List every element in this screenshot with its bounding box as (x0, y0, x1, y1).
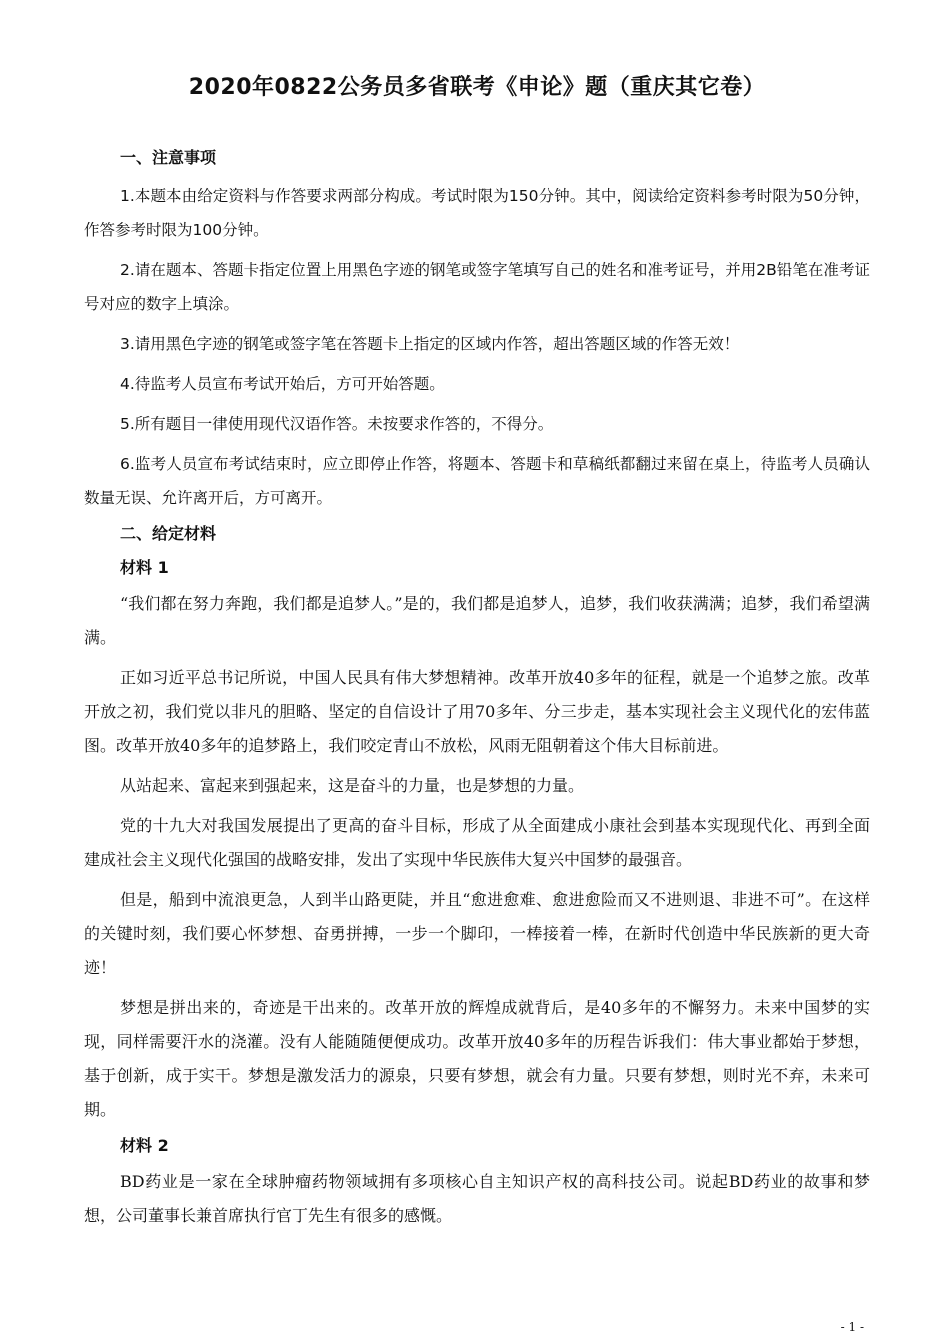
section-heading-materials: 二、给定材料 (120, 524, 217, 543)
page-number: - 1 - (840, 1320, 864, 1334)
material-1-paragraph: 党的十九大对我国发展提出了更高的奋斗目标，形成了从全面建成小康社会到基本实现现代化、再到全面建成社会主义现代化强国的战略安排，发出了实现中华民族伟大复兴中国梦的最强音。 (84, 816, 870, 869)
material-1-paragraph: 从站起来、富起来到强起来，这是奋斗的力量，也是梦想的力量。 (120, 776, 585, 795)
notice-item-2: 2.请在题本、答题卡指定位置上用黑色字迹的钢笔或签字笔填写自己的姓名和准考证号，并用2B铅笔在准考证号对应的数字上填涂。 (84, 261, 870, 313)
page-title: 2020年0822公务员多省联考《申论》题（重庆其它卷） (188, 75, 766, 100)
material-1 (84, 555, 870, 1127)
material-1-paragraph: 正如习近平总书记所说，中国人民具有伟大梦想精神。改革开放40多年的征程，就是一个追梦之旅。改革开放之初，我们党以非凡的胆略、坚定的自信设计了用70多年、分三步走，基本实现社会主义现代化的宏伟蓝图。改革开放40多年的追梦路上，我们咬定青山不放松，风雨无阻朝着这个伟大目标前进。 (84, 668, 870, 755)
document-page (84, 70, 870, 1239)
section-heading-notice: 一、注意事项 (120, 148, 217, 167)
material-1-paragraph: “我们都在努力奔跑，我们都是追梦人。”是的，我们都是追梦人，追梦，我们收获满满；追梦，我们希望满满。 (84, 594, 870, 647)
notice-item-6: 6.监考人员宣布考试结束时，应立即停止作答，将题本、答题卡和草稿纸都翻过来留在桌上，待监考人员确认数量无误、允许离开后，方可离开。 (84, 455, 870, 507)
notice-item-3: 3.请用黑色字迹的钢笔或签字笔在答题卡上指定的区域内作答，超出答题区域的作答无效！ (120, 335, 740, 353)
material-2-heading: 材料 2 (120, 1136, 169, 1155)
notice-item-1: 1.本题本由给定资料与作答要求两部分构成。考试时限为150分钟。其中，阅读给定资料参考时限为50分钟，作答参考时限为100分钟。 (84, 187, 870, 239)
notice-item-4: 4.待监考人员宣布考试开始后，方可开始答题。 (120, 375, 445, 393)
material-1-paragraph: 但是，船到中流浪更急，人到半山路更陡，并且“愈进愈难、愈进愈险而又不进则退、非进不可”。在这样的关键时刻，我们要心怀梦想、奋勇拼搏，一步一个脚印，一棒接着一棒，在新时代创造中华民族新的更大奇迹！ (84, 890, 870, 977)
material-1-heading: 材料 1 (120, 558, 169, 577)
materials-section (84, 521, 870, 1233)
material-2 (84, 1133, 870, 1233)
material-1-paragraph: 梦想是拼出来的，奇迹是干出来的。改革开放的辉煌成就背后，是40多年的不懈努力。未来中国梦的实现，同样需要汗水的浇灌。没有人能随随便便成功。改革开放40多年的历程告诉我们：伟大事业都始于梦想，基于创新，成于实干。梦想是激发活力的源泉，只要有梦想，就会有力量。只要有梦想，则时光不弃，未来可期。 (84, 998, 870, 1119)
material-2-paragraph: BD药业是一家在全球肿瘤药物领域拥有多项核心自主知识产权的高科技公司。说起BD药业的故事和梦想，公司董事长兼首席执行官丁先生有很多的感慨。 (84, 1172, 870, 1225)
notice-item-5: 5.所有题目一律使用现代汉语作答。未按要求作答的，不得分。 (120, 415, 554, 433)
notice-section (84, 145, 870, 515)
